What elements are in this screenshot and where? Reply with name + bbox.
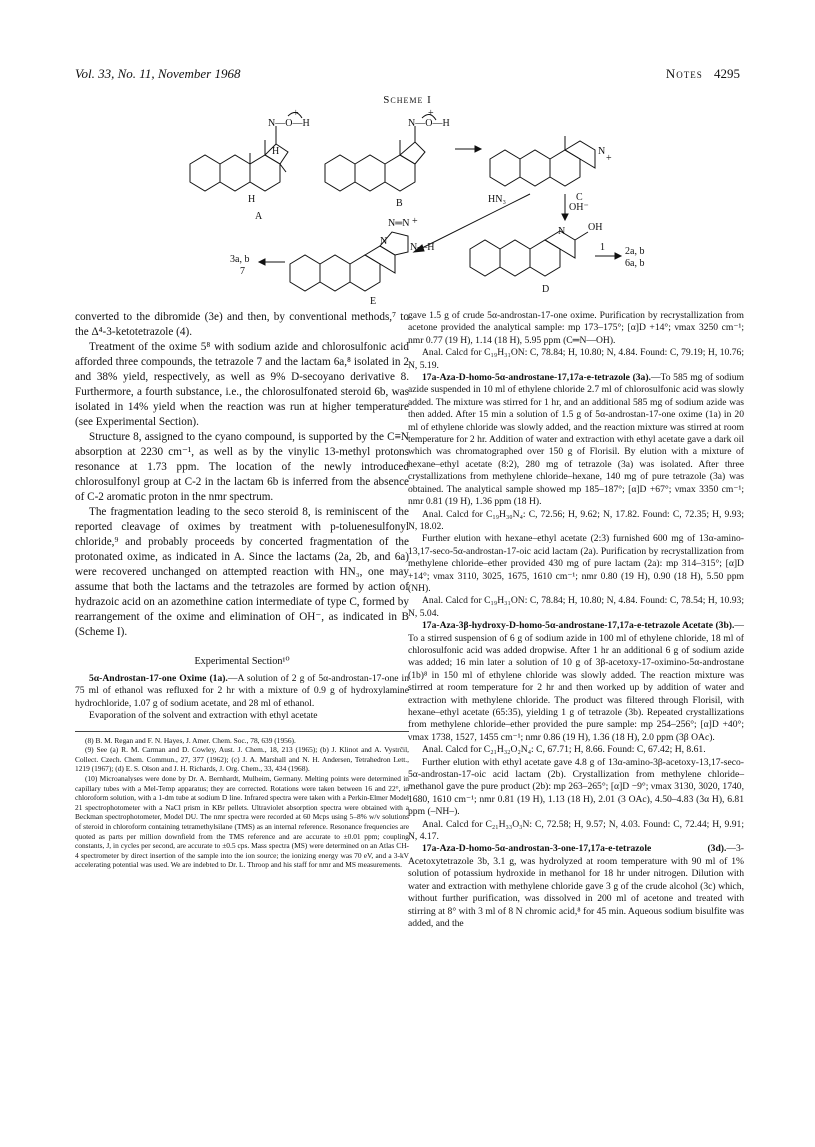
label-prod-left1: 3a, b (230, 254, 250, 265)
footnote: (9) See (a) R. M. Carman and D. Cowley, Aust. J. Chem., 18, 213 (1965); (b) J. Klinot and A. Vystrčil, Collect. Czech. Chem. Commun., 27, 377 (1962); (c) J. A. Marshall and N. H. Andersen, Tetrahedron Lett., 1219 (1967); (d) E. S. Olson and J. H. Richards, J. Org. Chem., 33, 434 (1968). (75, 745, 409, 774)
paragraph: gave 1.5 g of crude 5α-androstan-17-one oxime. Purification by recrystallization from acetone provided the analytical sample: mp 173–175°; [α]D +14°; νmax 3250 cm⁻¹; nmr 0.77 (19 H), 1.14 (18 H), 5.95 ppm (C═N—OH). (408, 310, 744, 346)
label-h-a: H (272, 146, 280, 157)
label-n-e: N═N (388, 218, 410, 229)
paragraph-text: —To a stirred suspension of 6 g of sodium azide in 100 ml of ethylene chloride, 18 ml of chlorosulfonic acid was added dropwise. After 1 hr an additional 6 g of sodium azide was added; 16 min later a solution of 10 g of 3β-acetoxy-17-oximino-5α-androstane (1b)⁸ in 150 ml of ethylene chloride was slowly added. The reaction mixture was stirred at room temperature for 2 hr and then worked up by addition of water and extraction with methylene chloride. The product was filtered through Florisil, with hexane–ethyl acetate (65:35), yielding 1 g of tetrazole (3b). Repeated crystallizations from methylene chloride–ether provided the pure sample: mp 254–256°; [α]D +40°; νmax 1738, 1527, 1455 cm⁻¹; nmr 0.86 (19 H), 1.36 (18 H), 2.0 ppm (3β OAc). (408, 620, 744, 743)
structure-c (490, 136, 595, 186)
paragraph: Anal. Calcd for C₁₉H₃₁ON: C, 78.84; H, 10.80; N, 4.84. Found: C, 78.54; H, 10.93; N, 5.04. (408, 595, 744, 619)
label-hn3: HN₃ (488, 194, 506, 205)
structure-e (290, 232, 408, 291)
run-in-heading: 17a-Aza-D-homo-5α-androstane-17,17a-e-tetrazole (3a). (422, 372, 651, 384)
label-prod-right2: 6a, b (625, 258, 645, 269)
paragraph-text: —To 585 mg of sodium azide suspended in 10 ml of ethylene chloride 2.7 ml of chlorosulfonic acid was slowly added. The mixture was stirred for 1 hr, and an additional 585 mg of sodium azide was then added. After 15 min a solution of 1.5 g of 5α-androstan-17-one oxime (1a) in 20 ml of ethylene chloride was slowly added, and the reaction mixture was stirred at room temperature for 2 hr. Addition of water and extraction with ethyl acetate gave a dark oil which was chromatographed over 150 g of Florisil. By elution with a mixture of hexane–ethyl acetate (8:2), 280 mg of tetrazole (3a) was isolated. After three crystallizations from methylene chloride–hexane, 140 mg of pure tetrazole (3a) was obtained. The analytical sample showed mp 185–187°; [α]D +67°; νmax 3350 cm⁻¹; nmr 0.81 (19 H), 1.36 ppm (18 H). (408, 372, 744, 508)
label-plus-b: + (428, 108, 434, 119)
paragraph (408, 843, 744, 930)
paragraph: The fragmentation leading to the seco steroid 8, is reminiscent of the reported cleavage of oximes by treatment with p-toluenesulfonyl chloride,⁹ and probably proceeds by concerted fragmentation of the protonated oxime, as indicated in A. Since the lactams (2a, 2b, and 6a) were recovered unchanged on attempted reaction with HN₃, one may assume that both the lactams and the tetrazoles are formed by action of hydrazoic acid on an azomethine cation intermediate of type C, formed by rearrangement of the oxime and elimination of OH⁻, as indicated in B (Scheme I). (75, 506, 409, 638)
page-number: 4295 (714, 66, 740, 81)
experimental-paragraph: Evaporation of the solvent and extraction with ethyl acetate (89, 710, 318, 722)
scheme-title: Scheme I (383, 94, 432, 106)
journal-issue: Vol. 33, No. 11, November 1968 (75, 66, 241, 81)
footnotes (75, 731, 409, 870)
footnote: (10) Microanalyses were done by Dr. A. Bernhardt, Mulheim, Germany. Melting points were determined in capillary tubes with a Mel-Temp apparatus; they are corrected. Rotations were taken between 16 and 22°, in chloroform solution, with a 1-dm tube at sodium D line. Infrared spectra were taken with a Perkin-Elmer Model 21 spectrophotometer with a NaCl prism in KBr pellets. Ultraviolet absorption spectra were obtained with a Beckman spectrophotometer, Model DU. The nmr spectra were recorded at 60 Mcps using 5–8% w/v solutions of steroid in chloroform containing tetramethylsilane (TMS) as an internal reference. Resonance frequencies are quoted as parts per million downfield from the TMS reference and are accurate to ±0.01 ppm; coupling constants, J, in cycles per second, are accurate to ±0.5 cps. Mass spectra (MS) were determined on an Atlas CH-4 spectrometer by direct insertion of the sample into the ion source; the ionizing energy was 70 eV, and a 3-kV accelerating potential was used. We are indebted to Dr. L. Throop and his staff for nmr and MS measurements. (75, 774, 409, 870)
label-step1: 1 (600, 242, 605, 253)
label-oh-d: OH (588, 222, 603, 233)
run-in-heading: 17a-Aza-3β-hydroxy-D-homo-5α-androstane-17,17a-e-tetrazole Acetate (3b). (422, 620, 735, 632)
paragraph: Anal. Calcd for C₁₉H₃₀N₄: C, 72.56; H, 9.62; N, 17.82. Found: C, 72.35; H, 9.93; N, 18.02. (408, 508, 744, 532)
paragraph: Structure 8, assigned to the cyano compound, is supported by the C≡N absorption at 2230 cm⁻¹, as well as by the vinylic 13-methyl protons resonance at 1.73 ppm. The location of the newly introduced chlorosulfonyl group at C-2 in the lactam 6b is inferred from the absence of C-2 aromatic proton in the nmr spectrum. (75, 431, 409, 503)
experimental-heading: Experimental Section¹⁰ (194, 656, 290, 667)
paragraph: Further elution with hexane–ethyl acetate (2:3) furnished 600 mg of 13α-amino-13,17-seco-5α-androstan-17-oic acid lactam (2a). Purification by recrystallization from methylene chloride–ether provided 430 mg of pure lactam (2a): mp 314–315°; [α]D +14°; νmax 3110, 3025, 1675, 1610 cm⁻¹; nmr 0.80 (19 H), 0.90 (18 H), 5.50 ppm (NH). (408, 533, 744, 594)
label-prod-right1: 2a, b (625, 246, 645, 257)
label-prod-left2: 7 (240, 266, 245, 277)
label-d: D (542, 284, 550, 295)
paragraph-text: —3-Acetoxytetrazole 3b, 3.1 g, was hydrolyzed at room temperature with 90 ml of 1% solution of potassium hydroxide in methanol for 18 hr under nitrogen. Dilution with water and extraction with methylene chloride gave 3 g of the crude alcohol (3c) which, without further purification, was dissolved in 200 ml of acetone and treated with stirring at 8° with 3 ml of 8 N chromic acid,⁸ for 45 min. Aqueous sodium bisulfite was added, and the (408, 843, 744, 929)
left-column (75, 310, 409, 870)
paragraph: converted to the dibromide (3e) and then, by conventional methods,⁷ to the Δ⁴-3-ketotetrazole (4). (75, 311, 409, 338)
run-in-heading: 17a-Aza-D-homo-5α-androstan-3-one-17,17a-e-tetrazole (3d). (422, 843, 727, 855)
label-noh-a: N—O—H (268, 118, 310, 129)
paragraph (408, 620, 744, 744)
experimental-paragraph (75, 673, 409, 710)
right-column (408, 310, 744, 930)
label-plus-e: + (412, 216, 418, 227)
section-name: Notes (665, 66, 703, 81)
label-plus-c: + (606, 153, 612, 164)
label-n-e2: N (380, 236, 388, 247)
label-e: E (370, 296, 377, 304)
footnote: (8) B. M. Regan and F. N. Hayes, J. Amer. Chem. Soc., 78, 639 (1956). (85, 735, 296, 745)
label-a: A (255, 211, 263, 222)
run-in-heading: 5α-Androstan-17-one Oxime (1a). (89, 673, 228, 684)
scheme-diagram (170, 104, 670, 304)
paragraph: Anal. Calcd for C₂₁H₃₂O₂N₄: C, 67.71; H, 8.66. Found: C, 67.42; H, 8.61. (422, 744, 706, 756)
label-n-c: N (598, 146, 606, 157)
label-h-a2: H (248, 194, 256, 205)
header-right (666, 66, 740, 82)
label-noh-b: N—O—H (408, 118, 450, 129)
label-plus-a: + (293, 108, 299, 119)
paragraph: Anal. Calcd for C₂₁H₃₃O₃N: C, 72.58; H, 9.57; N, 4.03. Found: C, 72.44; H, 9.91; N, 4.17. (408, 818, 744, 843)
label-b: B (396, 198, 403, 209)
label-oh-minus: OH⁻ (569, 202, 589, 213)
structure-d (470, 231, 588, 276)
paragraph: Treatment of the oxime 5⁸ with sodium azide and chlorosulfonic acid afforded three compounds, the tetrazole 7 and the lactam 6a,⁸ isolated in 2 and 38% yield, respectively, as well as 9% D-secoyano derivative 8. Furthermore, a fourth substance, i.e., the chlorosulfonated steroid 6b, was isolated in 14% yield when the reaction was run at higher temperature (see Experimental Section). (75, 341, 409, 428)
label-c: C (576, 192, 583, 203)
label-nh-e: N—H (410, 242, 435, 253)
page-header (75, 66, 740, 86)
paragraph: Anal. Calcd for C₁₉H₃₁ON: C, 78.84; H, 10.80; N, 4.84. Found: C, 79.19; H, 10.76; N, 5.19. (408, 347, 744, 371)
paragraph: Further elution with ethyl acetate gave 4.8 g of 13α-amino-3β-acetoxy-13,17-seco-5α-androstan-17-oic acid lactam (2b). Crystallization from methylene chloride–methanol gave the pure product (2b): mp 263–265°; [α]D −9°; νmax 3130, 3020, 1740, 1680, 1610 cm⁻¹; nmr 0.81 (19 H), 1.13 (18 H), 2.01 (3 OAc), 4.50–4.83 (3α H), 6.81 ppm (–NH–). (408, 756, 744, 818)
reaction-scheme (170, 104, 670, 304)
paragraph-text: —A solution of 2 g of 5α-androstan-17-one in 75 ml of ethanol was refluxed for 2 hr with a mixture of 0.9 g of hydroxylamine hydrochloride, 1.07 g of sodium acetate, and 28 ml of ethanol. (75, 673, 409, 709)
label-n-d: N (558, 226, 566, 237)
paragraph (408, 372, 744, 508)
